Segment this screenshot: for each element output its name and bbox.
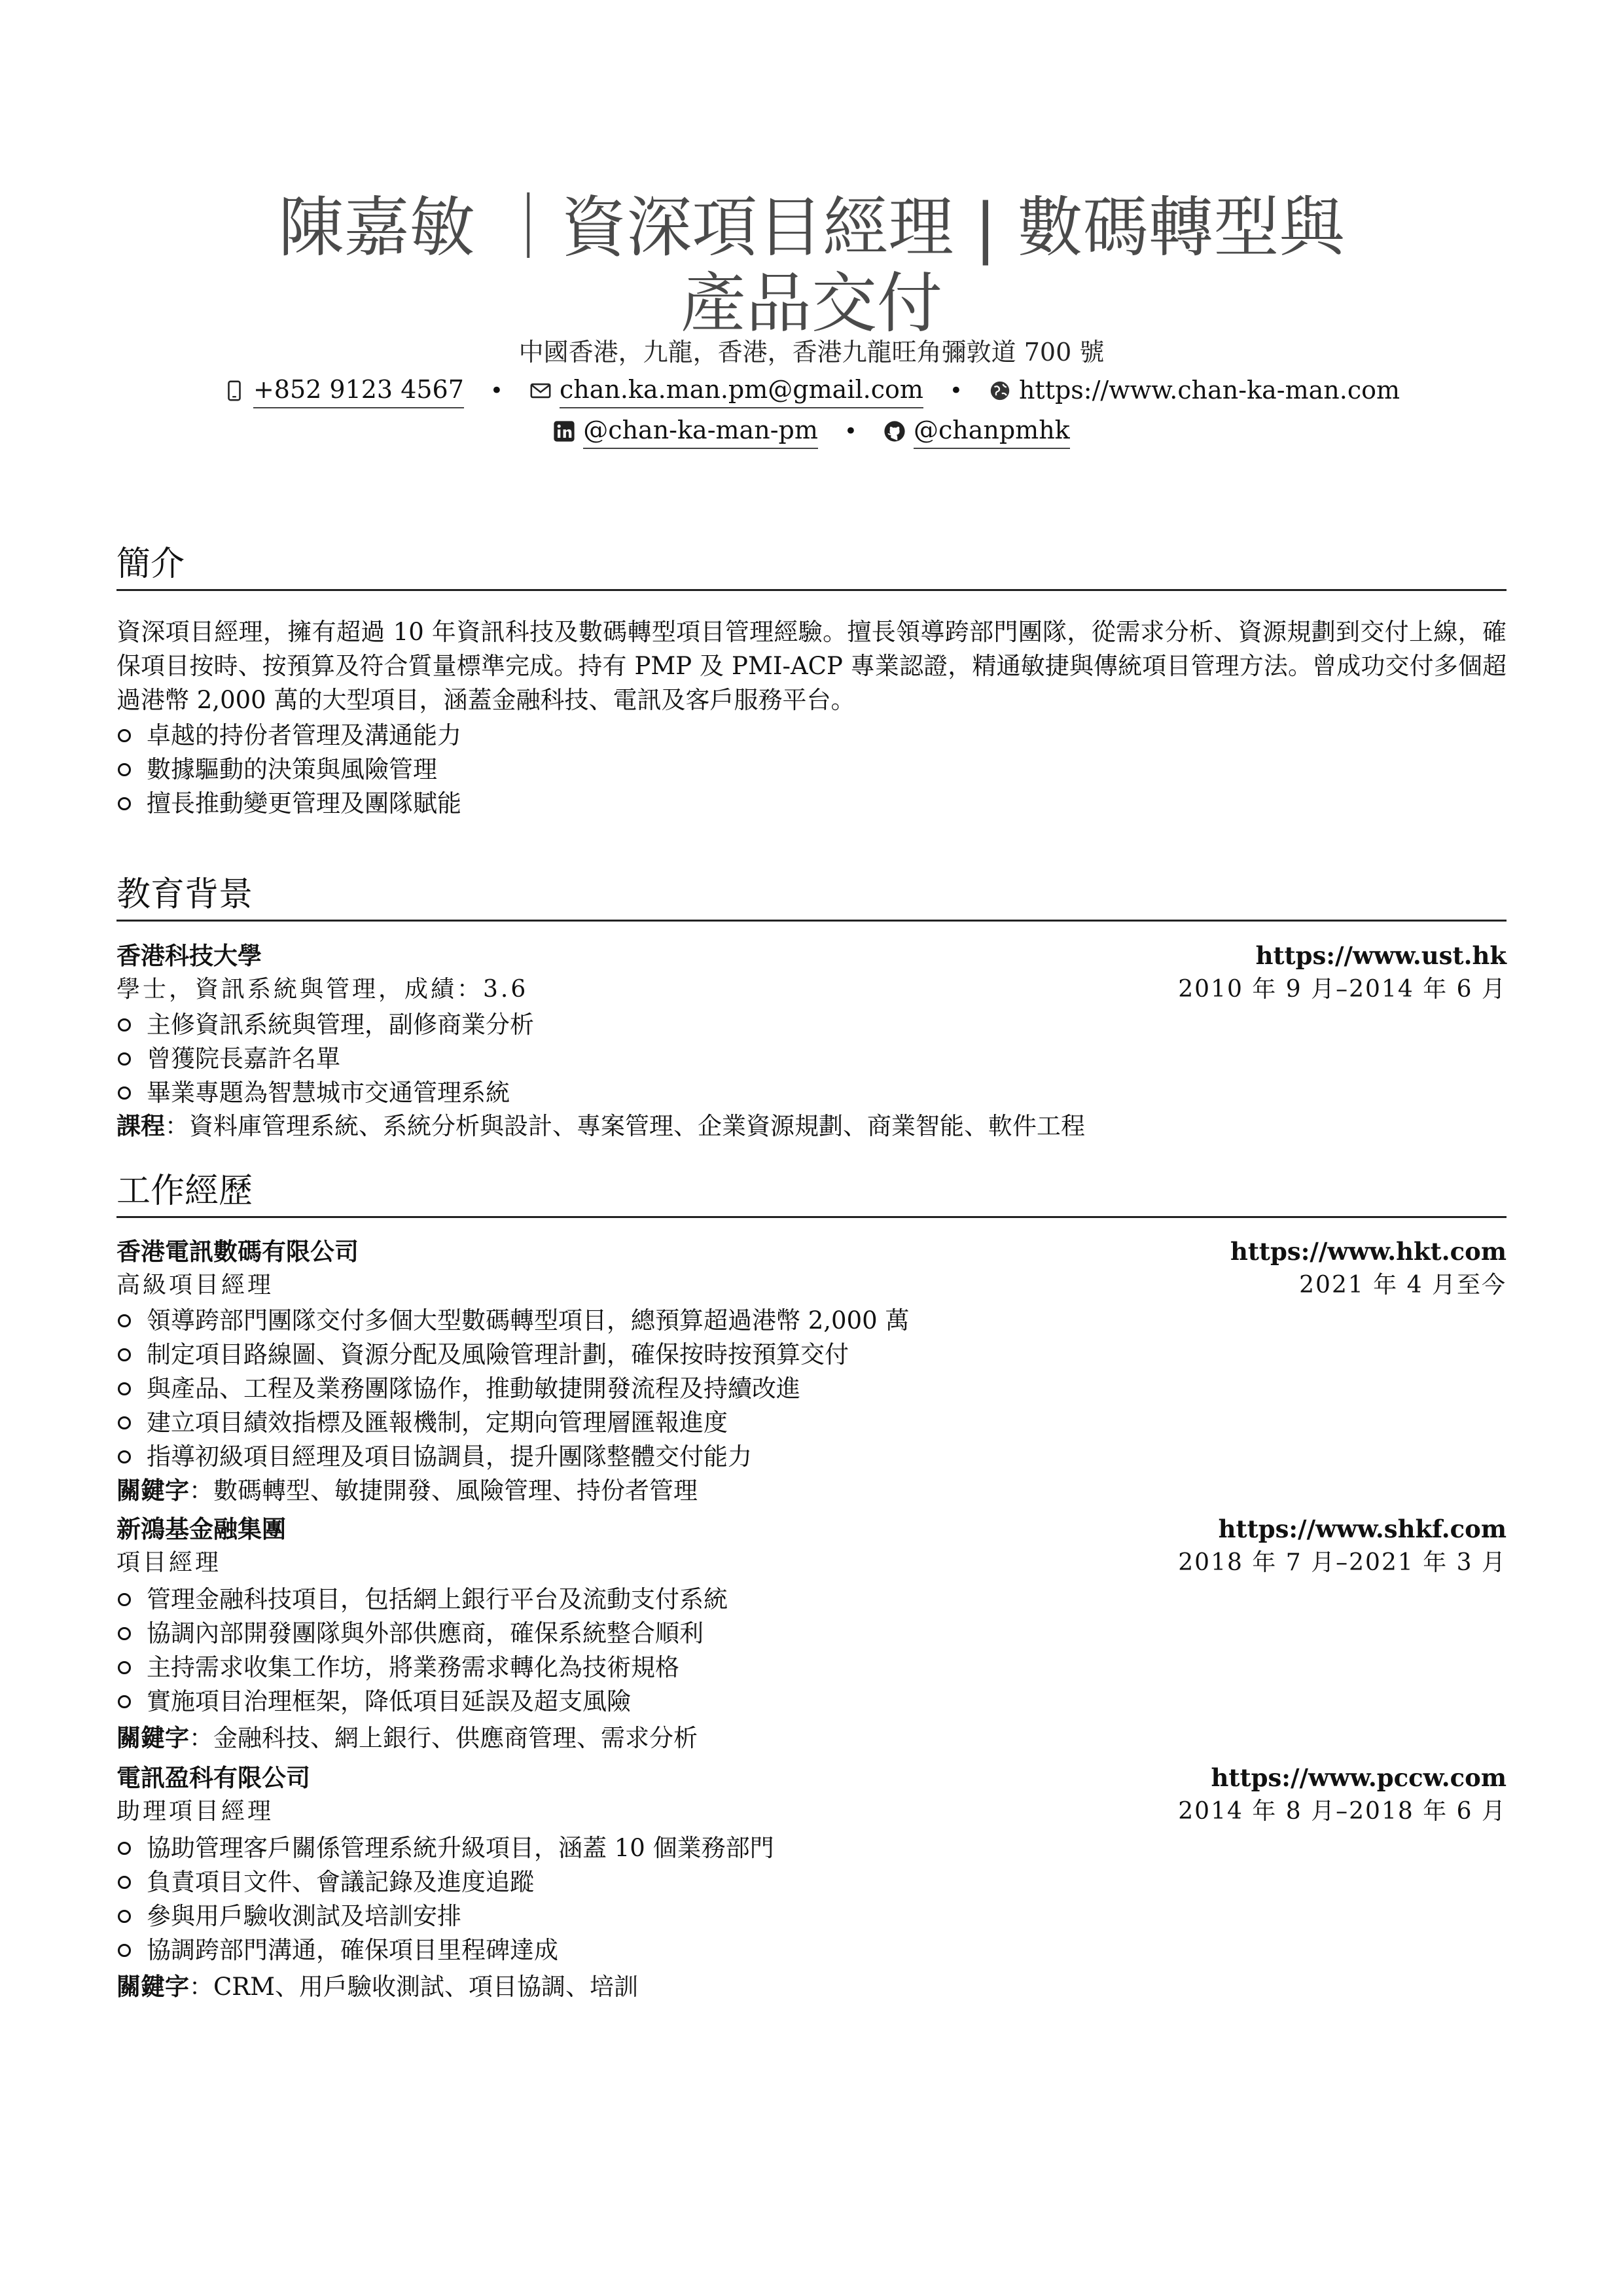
bullet-circle-icon	[118, 1910, 131, 1923]
name-line-1: 陳嘉敏 ｜資深項目經理 | 數碼轉型與	[278, 189, 1345, 266]
envelope-icon	[529, 380, 552, 402]
job-dates: 2014 年 8 月–2018 年 6 月	[1178, 1798, 1507, 1825]
list-item: 建立項目績效指標及匯報機制，定期向管理層匯報進度	[116, 1406, 1507, 1440]
phone-contact[interactable]	[223, 373, 464, 408]
job-subheader	[116, 1268, 1507, 1302]
bullet-circle-icon	[118, 1627, 131, 1640]
school-name: 香港科技大學	[116, 942, 262, 970]
list-item: 曾獲院長嘉許名單	[116, 1042, 1507, 1076]
linkedin-link[interactable]: @chan-ka-man-pm	[583, 414, 818, 449]
education-details	[116, 1008, 1507, 1110]
job-keywords	[116, 1970, 1507, 2004]
job-keywords	[116, 1721, 1507, 1755]
bullet-circle-icon	[118, 1842, 131, 1855]
contact-row-primary	[0, 373, 1623, 408]
job-role: 助理項目經理	[116, 1798, 274, 1825]
job-header	[116, 1761, 1507, 1795]
bullet-circle-icon	[118, 1086, 131, 1100]
job-subheader	[116, 1795, 1507, 1829]
list-item: 主修資訊系統與管理，副修商業分析	[116, 1008, 1507, 1042]
list-item: 協助管理客戶關係管理系統升級項目，涵蓋 10 個業務部門	[116, 1831, 1507, 1865]
bullet-circle-icon	[118, 797, 131, 810]
list-item: 制定項目路線圖、資源分配及風險管理計劃，確保按時按預算交付	[116, 1338, 1507, 1372]
company-url[interactable]: https://www.hkt.com	[1230, 1237, 1507, 1266]
globe-icon	[989, 380, 1011, 402]
bullet-circle-icon	[118, 1348, 131, 1361]
job-header	[116, 1234, 1507, 1269]
job-keywords	[116, 1474, 1507, 1508]
keywords-label: 關鍵字	[116, 1477, 189, 1505]
keywords-text: ：CRM、用戶驗收測試、項目協調、培訓	[189, 1973, 639, 2001]
section-title-education: 教育背景	[116, 874, 1507, 922]
linkedin-icon	[553, 420, 575, 442]
education-courses	[116, 1109, 1507, 1143]
separator-dot: •	[490, 378, 503, 404]
job-subheader	[116, 1546, 1507, 1580]
list-item: 主持需求收集工作坊，將業務需求轉化為技術規格	[116, 1651, 1507, 1685]
bullet-circle-icon	[118, 1416, 131, 1429]
list-item: 與產品、工程及業務團隊協作，推動敏捷開發流程及持續改進	[116, 1372, 1507, 1406]
list-item: 管理金融科技項目，包括網上銀行平台及流動支付系統	[116, 1583, 1507, 1617]
education-header	[116, 939, 1507, 973]
address: 中國香港，九龍，香港，香港九龍旺角彌敦道 700 號	[518, 338, 1105, 367]
company-url[interactable]: https://www.pccw.com	[1211, 1763, 1507, 1792]
keywords-label: 關鍵字	[116, 1973, 189, 2001]
school-url[interactable]: https://www.ust.hk	[1255, 941, 1507, 970]
job-header	[116, 1512, 1507, 1547]
email-link[interactable]: chan.ka.man.pm@gmail.com	[560, 373, 923, 408]
phone-link[interactable]: +852 9123 4567	[253, 373, 464, 408]
list-item: 擅長推動變更管理及團隊賦能	[116, 787, 1507, 821]
education-dates: 2010 年 9 月–2014 年 6 月	[1178, 976, 1507, 1003]
github-icon	[883, 420, 906, 442]
summary-highlights	[116, 719, 1507, 821]
list-item: 協調跨部門溝通，確保項目里程碑達成	[116, 1933, 1507, 1967]
bullet-circle-icon	[118, 1450, 131, 1463]
list-item: 參與用戶驗收測試及培訓安排	[116, 1899, 1507, 1933]
bullet-circle-icon	[118, 1052, 131, 1066]
job-duties	[116, 1304, 1507, 1474]
degree: 學士，資訊系統與管理，成績：3.6	[116, 976, 529, 1003]
job-duties	[116, 1583, 1507, 1719]
job-role: 高級項目經理	[116, 1272, 274, 1299]
bullet-circle-icon	[118, 1695, 131, 1708]
company-name: 香港電訊數碼有限公司	[116, 1238, 359, 1266]
keywords-text: ：數碼轉型、敏捷開發、風險管理、持份者管理	[189, 1477, 698, 1505]
education-subheader	[116, 973, 1507, 1007]
bullet-circle-icon	[118, 729, 131, 742]
candidate-name	[262, 190, 1361, 342]
list-item: 實施項目治理框架，降低項目延誤及超支風險	[116, 1685, 1507, 1719]
courses-label: 課程	[116, 1112, 165, 1140]
website-contact[interactable]	[989, 374, 1400, 408]
company-url[interactable]: https://www.shkf.com	[1218, 1515, 1507, 1543]
email-contact[interactable]	[529, 373, 923, 408]
bullet-circle-icon	[118, 763, 131, 776]
separator-dot: •	[844, 418, 857, 444]
job-dates: 2018 年 7 月–2021 年 3 月	[1178, 1549, 1507, 1576]
section-title-summary: 簡介	[116, 543, 1507, 591]
separator-dot: •	[949, 378, 963, 404]
job-duties	[116, 1831, 1507, 1967]
list-item: 領導跨部門團隊交付多個大型數碼轉型項目，總預算超過港幣 2,000 萬	[116, 1304, 1507, 1338]
mobile-phone-icon	[223, 380, 245, 402]
job-role: 項目經理	[116, 1549, 222, 1576]
bullet-circle-icon	[118, 1382, 131, 1395]
github-link[interactable]: @chanpmhk	[914, 414, 1070, 449]
bullet-circle-icon	[118, 1661, 131, 1674]
company-name: 新鴻基金融集團	[116, 1515, 286, 1543]
contact-row-social	[0, 414, 1623, 449]
list-item: 負責項目文件、會議記錄及進度追蹤	[116, 1865, 1507, 1899]
courses-text: ：資料庫管理系統、系統分析與設計、專案管理、企業資源規劃、商業智能、軟件工程	[165, 1112, 1085, 1140]
name-line-2: 產品交付	[681, 265, 942, 342]
bullet-circle-icon	[118, 1944, 131, 1957]
section-title-experience: 工作經歷	[116, 1170, 1507, 1218]
linkedin-contact[interactable]	[553, 414, 818, 449]
list-item: 協調內部開發團隊與外部供應商，確保系統整合順利	[116, 1617, 1507, 1651]
keywords-text: ：金融科技、網上銀行、供應商管理、需求分析	[189, 1724, 698, 1752]
company-name: 電訊盈科有限公司	[116, 1764, 310, 1792]
list-item: 數據驅動的決策與風險管理	[116, 753, 1507, 787]
bullet-circle-icon	[118, 1593, 131, 1606]
list-item: 指導初級項目經理及項目協調員，提升團隊整體交付能力	[116, 1440, 1507, 1474]
bullet-circle-icon	[118, 1314, 131, 1327]
bullet-circle-icon	[118, 1018, 131, 1031]
list-item: 卓越的持份者管理及溝通能力	[116, 719, 1507, 753]
website-link[interactable]: https://www.chan-ka-man.com	[1018, 376, 1400, 404]
summary-paragraph: 資深項目經理，擁有超過 10 年資訊科技及數碼轉型項目管理經驗。擅長領導跨部門團隊，從需求分析、資源規劃到交付上線，確保項目按時、按預算及符合質量標準完成。持有 PMP 及 PMI-ACP 專業認證，精通敏捷與傳統項目管理方法。曾成功交付多個超過港幣 2,000 萬的大型項目，涵蓋金融科技、電訊及客戶服務平台。	[116, 618, 1507, 714]
github-contact[interactable]	[883, 414, 1070, 449]
bullet-circle-icon	[118, 1876, 131, 1889]
list-item: 畢業專題為智慧城市交通管理系統	[116, 1076, 1507, 1110]
job-dates: 2021 年 4 月至今	[1299, 1272, 1507, 1299]
keywords-label: 關鍵字	[116, 1724, 189, 1752]
